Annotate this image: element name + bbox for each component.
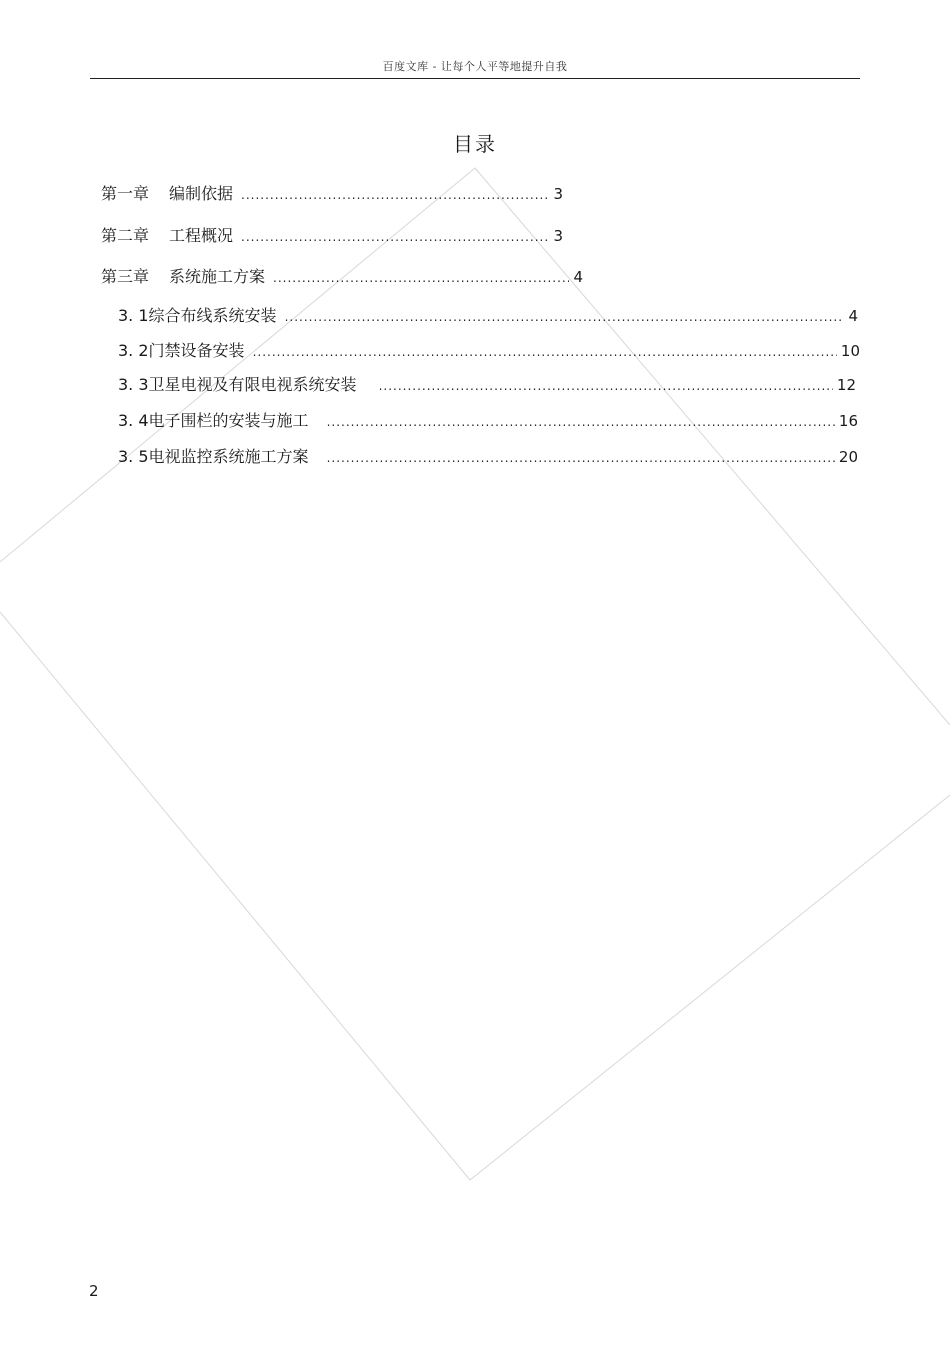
section-title: 电视监控系统施工方案 xyxy=(148,447,309,466)
section-title: 综合布线系统安装 xyxy=(148,306,277,325)
toc-page-number: 4 xyxy=(848,307,858,325)
toc-entry-chapter-1[interactable] xyxy=(101,182,563,206)
toc-entry-label xyxy=(118,409,309,433)
toc-entry-section-3-1[interactable] xyxy=(118,304,858,328)
toc-entry-chapter-3[interactable] xyxy=(101,265,583,289)
dot-leader xyxy=(273,266,569,289)
section-subnumber: 5 xyxy=(138,447,149,466)
toc-entry-label xyxy=(118,445,309,469)
header-divider xyxy=(90,78,860,79)
toc-page-number: 3 xyxy=(553,185,563,203)
section-subnumber: 2 xyxy=(138,341,149,360)
section-number: 3. xyxy=(118,341,134,360)
toc-page-number: 3 xyxy=(553,227,563,245)
chapter-title: 系统施工方案 xyxy=(169,267,266,286)
chapter-number: 第一章 xyxy=(101,184,150,203)
dot-leader xyxy=(285,305,845,328)
page-number: 2 xyxy=(89,1282,99,1300)
section-title: 门禁设备安装 xyxy=(148,341,245,360)
toc-entry-label xyxy=(118,373,357,397)
chapter-number: 第二章 xyxy=(101,226,150,245)
toc-page-number: 4 xyxy=(573,268,583,286)
section-title: 电子围栏的安装与施工 xyxy=(148,411,309,430)
section-number: 3. xyxy=(118,447,134,466)
toc-entry-section-3-4[interactable] xyxy=(118,409,858,433)
dot-leader xyxy=(327,446,835,469)
dot-leader xyxy=(379,374,833,397)
section-title: 卫星电视及有限电视系统安装 xyxy=(148,375,357,394)
dot-leader xyxy=(241,183,549,206)
toc-page-number: 10 xyxy=(840,342,860,360)
section-number: 3. xyxy=(118,411,134,430)
toc-page-number: 20 xyxy=(838,448,858,466)
section-number: 3. xyxy=(118,375,134,394)
page-header: 百度文库 - 让每个人平等地提升自我 xyxy=(382,60,568,73)
toc-page-number: 12 xyxy=(836,376,856,394)
dot-leader xyxy=(241,225,549,248)
section-subnumber: 4 xyxy=(138,411,149,430)
toc-entry-label xyxy=(101,265,265,289)
toc-entry-section-3-2[interactable] xyxy=(118,339,860,363)
section-subnumber: 1 xyxy=(138,306,149,325)
toc-entry-label xyxy=(101,182,233,206)
toc-entry-section-3-3[interactable] xyxy=(118,373,856,397)
toc-entry-label xyxy=(118,304,277,328)
section-number: 3. xyxy=(118,306,134,325)
toc-page-number: 16 xyxy=(838,412,858,430)
chapter-number: 第三章 xyxy=(101,267,150,286)
dot-leader xyxy=(327,410,835,433)
section-subnumber: 3 xyxy=(138,375,149,394)
chapter-title: 工程概况 xyxy=(169,226,234,245)
toc-entry-chapter-2[interactable] xyxy=(101,224,563,248)
dot-leader xyxy=(253,340,837,363)
toc-entry-label xyxy=(101,224,233,248)
toc-entry-label xyxy=(118,339,245,363)
toc-entry-section-3-5[interactable] xyxy=(118,445,858,469)
toc-title: 目录 xyxy=(453,132,497,156)
chapter-title: 编制依据 xyxy=(169,184,234,203)
